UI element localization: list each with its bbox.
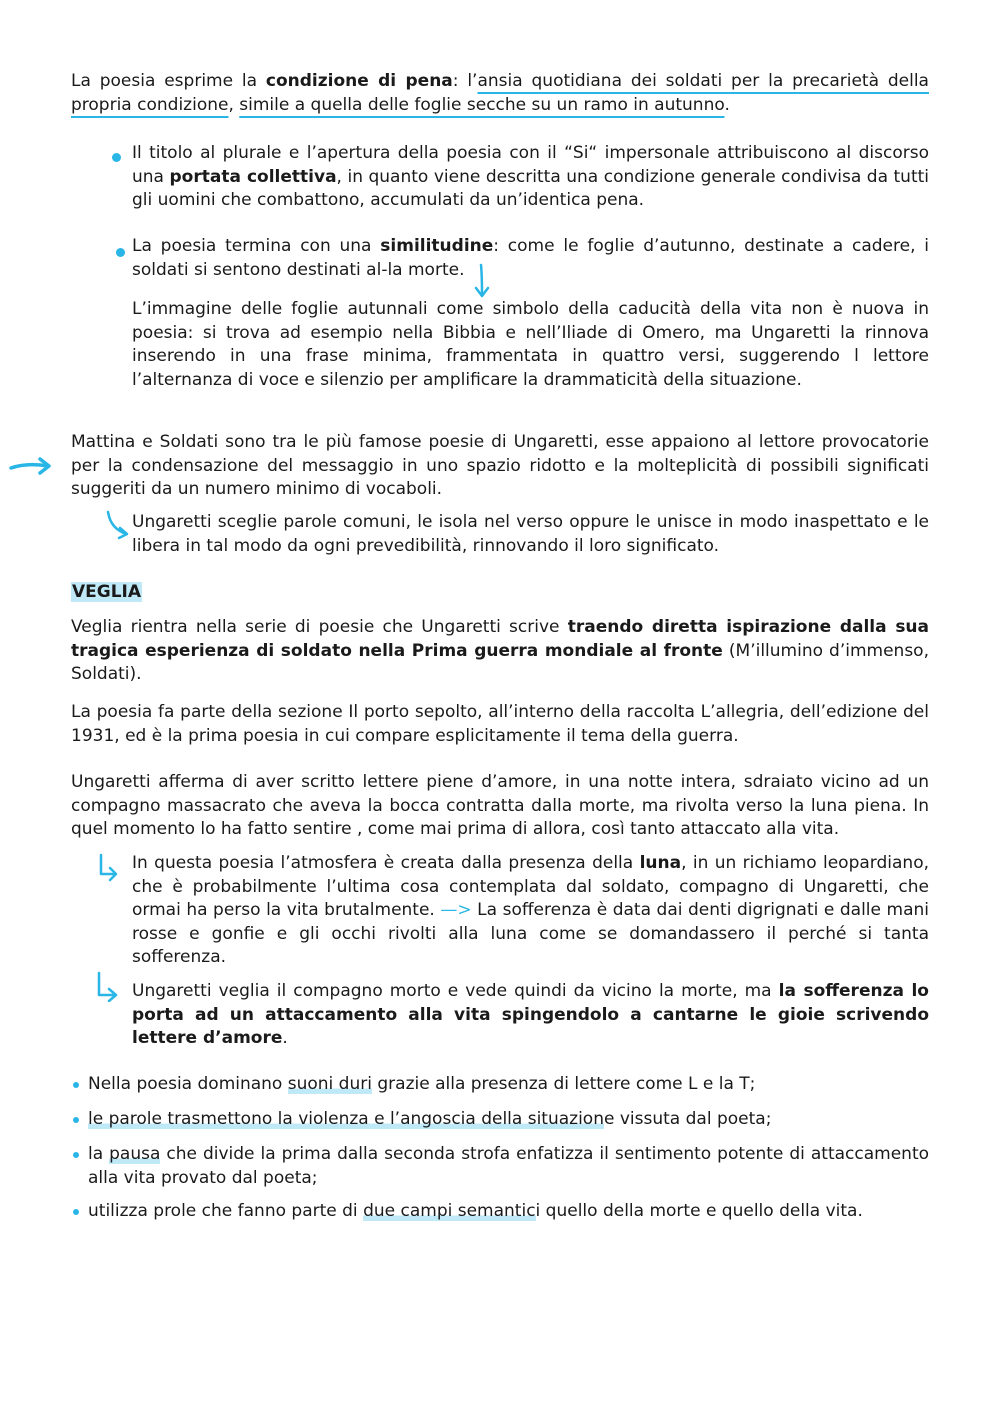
- paragraph-compagno: Ungaretti veglia il compagno morto e vede quindi da vicino la morte, ma la sofferenza lo porta ad un attaccamento alla vita spingendolo a cantarne le gioie scrivendo lettere d’amore.: [132, 981, 929, 1048]
- list-bullet-icon: [73, 1117, 79, 1123]
- paragraph-parole: Ungaretti sceglie parole comuni, le isola nel verso oppure le unisce in modo inaspettato e le libera in tal modo da ogni prevedibilità, rinnovando il loro significato.: [132, 512, 929, 556]
- right-arrow-icon: [8, 456, 54, 476]
- paragraph-afferma: Ungaretti afferma di aver scritto lettere piene d’amore, in una notte intera, sdraiato vicino ad un compagno massacrato che aveva la bocca contratta dalla morte, ma rivolta verso la luna piena. In quel momento lo ha fatto sentire , come mai prima di allora, così tanto attaccato alla vita.: [71, 772, 929, 839]
- bullet-collective: Il titolo al plurale e l’apertura della poesia con il “Si“ impersonale attribuiscono al discorso una portata collettiva, in quanto viene descritta una condizione generale condivisa da tutti gli uomini che combattono, accumulati da un’identica pena.: [132, 143, 930, 210]
- list-item: la pausa che divide la prima dalla seconda strofa enfatizza il sentimento potente di attaccamento alla vita provato dal poeta;: [88, 1144, 930, 1188]
- paragraph-immagine: L’immagine delle foglie autunnali come simbolo della caducità della vita non è nuova in poesia: si trova ad esempio nella Bibbia e nell’Iliade di Omero, ma Ungaretti la rinnova inserendo in una frase minima, frammentata in quattro versi, suggerendo l lettore l’alternanza di voce e silenzio per amplificare la drammaticità della situazione.: [132, 299, 929, 390]
- down-arrow-icon: [472, 263, 492, 299]
- paragraph-mattina: Mattina e Soldati sono tra le più famose poesie di Ungaretti, esse appaiono al lettore provocatorie per la condensazione del messaggio in uno spazio ridotto e la molteplicità di possibili significati suggeriti da un numero minimo di vocaboli.: [71, 432, 929, 499]
- underlined-anxiety: ansia quotidiana dei soldati per la precarietà della propria condizione: [71, 71, 929, 115]
- hook-arrow-icon: [94, 970, 122, 1002]
- bullet-dot-icon: [116, 248, 125, 257]
- paragraph-veglia: Veglia rientra nella serie di poesie che Ungaretti scrive traendo diretta ispirazione dalla sua tragica esperienza di soldato nella Prima guerra mondiale al fronte (M’illumino d’immenso, Soldati).: [71, 617, 930, 684]
- bullet-simile: La poesia termina con una similitudine: come le foglie d’autunno, destinate a cadere, i soldati si sentono destinati al-la morte.: [132, 236, 929, 280]
- curved-arrow-icon: [104, 508, 132, 540]
- list-item: utilizza prole che fanno parte di due campi semantici quello della morte e quello della vita.: [88, 1201, 863, 1221]
- section-heading: VEGLIA: [72, 582, 142, 602]
- list-bullet-icon: [73, 1082, 79, 1088]
- bullet-dot-icon: [112, 153, 121, 162]
- paragraph-luna: In questa poesia l’atmosfera è creata dalla presenza della luna, in un richiamo leopardiano, che è probabilmente l’ultima cosa contemplata dal soldato, compagno di Ungaretti, che ormai ha perso la vita brutalmente. —> La sofferenza è data dai denti digrignati e dalle mani rosse e gonfie e gli occhi rivolti alla luna come se domandassero il perché si tanta sofferenza.: [132, 853, 930, 967]
- hook-arrow-icon: [96, 852, 122, 882]
- list-item: Nella poesia dominano suoni duri grazie alla presenza di lettere come L e la T;: [88, 1074, 756, 1094]
- underlined-simile: simile a quella delle foglie secche su un ramo in autunno: [239, 94, 725, 115]
- intro-paragraph: La poesia esprime la condizione di pena: l’ansia quotidiana dei soldati per la precarietà della propria condizione, simile a quella delle foglie secche su un ramo in autunno.: [71, 71, 929, 115]
- list-item: le parole trasmettono la violenza e l’angoscia della situazione vissuta dal poeta;: [88, 1109, 772, 1129]
- paragraph-sezione: La poesia fa parte della sezione Il porto sepolto, all’interno della raccolta L’allegria, dell’edizione del 1931, ed è la prima poesia in cui compare esplicitamente il tema della guerra.: [71, 702, 929, 746]
- list-bullet-icon: [73, 1209, 79, 1215]
- inline-arrow: —>: [440, 900, 472, 920]
- list-bullet-icon: [73, 1152, 79, 1158]
